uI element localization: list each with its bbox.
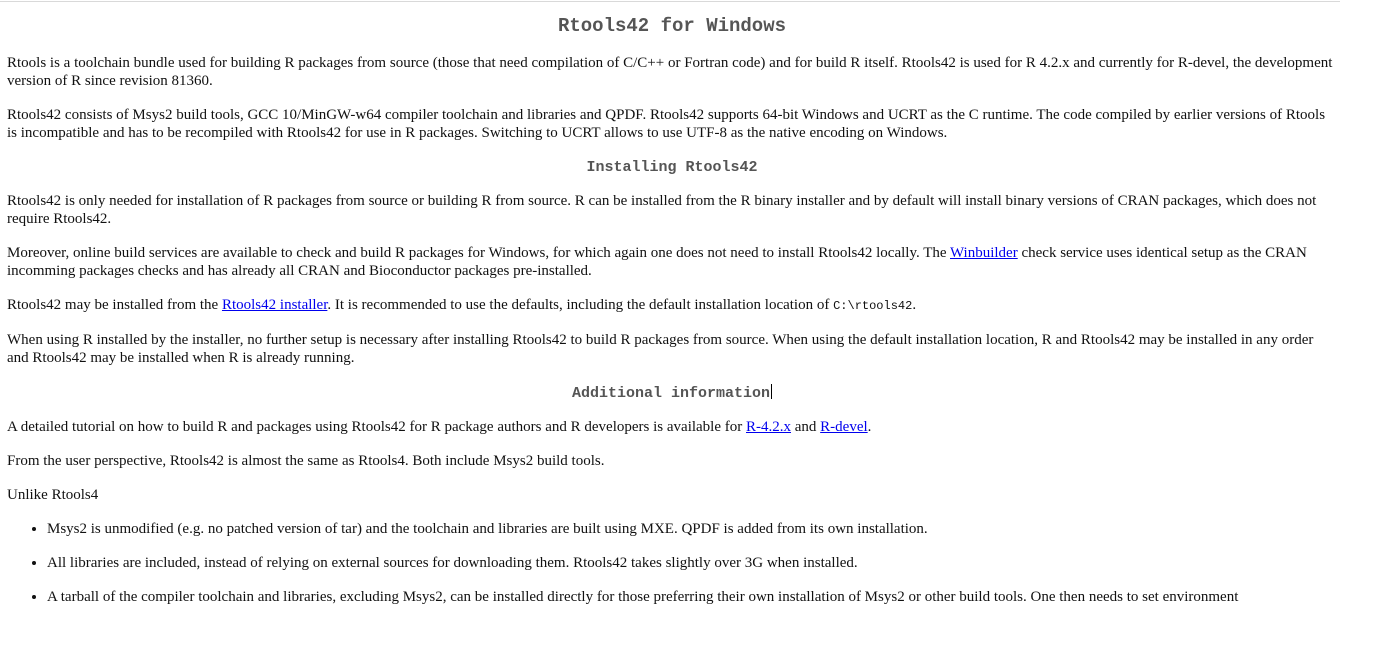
winbuilder-link[interactable]: Winbuilder [950, 245, 1018, 261]
r-4-2-x-link[interactable]: R-4.2.x [746, 419, 791, 435]
installing-p2-text-after: check service uses identical setup as the CRAN incomming packages checks and has already all CRAN and Bioconductor packages pre-installed. [7, 245, 1307, 279]
rtools42-installer-link[interactable]: Rtools42 installer [221, 297, 328, 313]
additional-heading-text: Additional information [571, 385, 771, 402]
list-item: • A tarball of the compiler toolchain and libraries, excluding Msys2, can be installed directly for those preferring their own installation of Msys2 or other build tools. One then needs to set environment [47, 588, 1337, 606]
additional-p1-text-before: A detailed tutorial on how to build R and packages using Rtools42 for R package authors and R developers is available for [7, 419, 746, 435]
installing-paragraph-3 [7, 296, 1337, 315]
page-content [7, 0, 1337, 622]
installing-paragraph-1: Rtools42 is only needed for installation of R packages from source or building R from source. R can be installed from the R binary installer and by default will install binary versions of CRAN packages, which does not require Rtools42. [7, 193, 1317, 227]
installing-p3-text-before: Rtools42 may be installed from the [7, 297, 222, 313]
additional-p1-text-after: . [867, 419, 872, 435]
text-cursor [771, 384, 772, 399]
installing-p2-text-before: Moreover, online build services are available to check and build R packages for Windows, for which again one does not need to install Rtools42 locally. The [7, 245, 950, 261]
intro-paragraph-2: Rtools42 consists of Msys2 build tools, GCC 10/MinGW-w64 compiler toolchain and libraries and QPDF. Rtools42 supports 64-bit Windows and UCRT as the C runtime. The code compiled by earlier versions of Rtools is incompatible and has to be recompiled with Rtools42 for use in R packages. Switching to UCRT allows to use UTF-8 as the native encoding on Windows. [7, 107, 1326, 141]
installing-p3-text-middle: . It is recommended to use the defaults, including the default installation location of [327, 297, 834, 313]
additional-heading [7, 384, 1337, 403]
r-devel-link[interactable]: R-devel [820, 419, 868, 435]
list-item: • Msys2 is unmodified (e.g. no patched version of tar) and the toolchain and libraries are built using MXE. QPDF is added from its own installation. [47, 520, 1337, 538]
differences-list [7, 520, 1337, 606]
installing-paragraph-2 [7, 244, 1337, 280]
list-item: • All libraries are included, instead of relying on external sources for downloading them. Rtools42 takes slightly over 3G when installed. [47, 554, 1337, 572]
install-path-code: C:\rtools42 [833, 299, 913, 313]
additional-p1-text-middle: and [791, 419, 821, 435]
installing-p3-text-after: . [912, 297, 917, 313]
additional-paragraph-2: From the user perspective, Rtools42 is almost the same as Rtools4. Both include Msys2 build tools. [7, 453, 605, 469]
page-title: Rtools42 for Windows [557, 15, 787, 37]
intro-paragraph-1: Rtools is a toolchain bundle used for building R packages from source (those that need compilation of C/C++ or Fortran code) and for build R itself. Rtools42 is used for R 4.2.x and currently for R-devel, the development version of R since revision 81360. [7, 55, 1333, 89]
installing-heading: Installing Rtools42 [586, 159, 758, 176]
installing-paragraph-4: When using R installed by the installer, no further setup is necessary after installing Rtools42 to build R packages from source. When using the default installation location, R and Rtools42 may be installed in any order and Rtools42 may be installed when R is already running. [7, 332, 1314, 366]
additional-paragraph-1 [7, 418, 1337, 436]
additional-paragraph-3: Unlike Rtools4 [7, 487, 99, 503]
